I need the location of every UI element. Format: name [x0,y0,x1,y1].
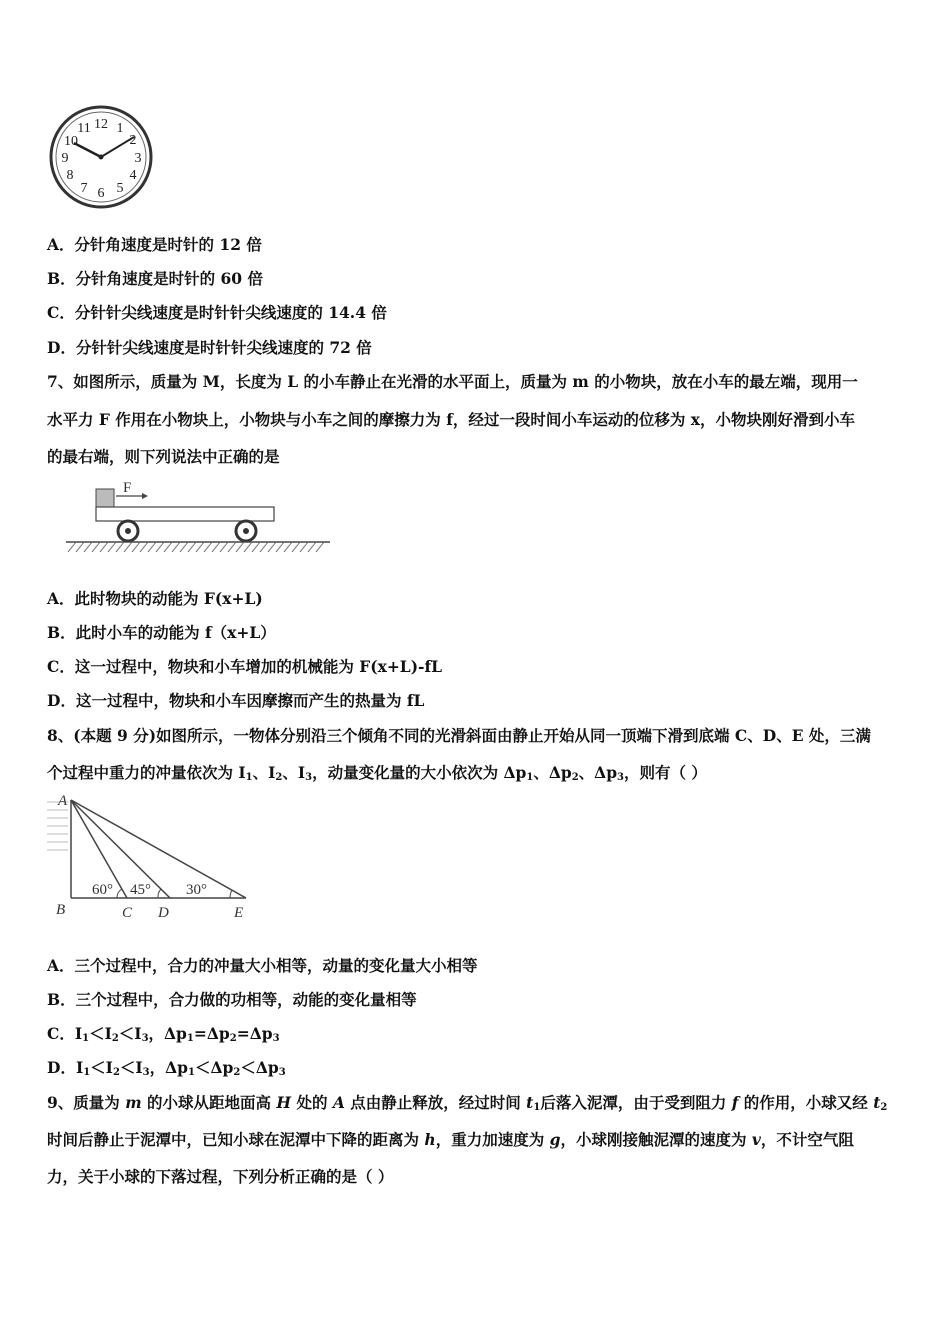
clock-num-10: 10 [64,134,78,149]
point-e-label: E [234,905,244,921]
q6-option-c: C．分针针尖线速度是时针针尖线速度的 14.4 倍 [47,303,387,322]
angle-30-label: 30° [186,882,207,898]
q7-option-d: D．这一过程中，物块和小车因摩擦而产生的热量为 fL [47,691,425,710]
q9-stem-line-1: 9、质量为 m 的小球从距地面高 H 处的 A 点由静止释放，经过时间 $t_1$后落入泥潭，由于受到阻力 f 的作用，小球又经 $t_2$ [47,1093,888,1113]
q9-stem-line-3: 力，关于小球的下落过程，下列分析正确的是（ ） [47,1167,394,1186]
clock-num-5: 5 [116,181,124,196]
q8-stem-line-2: 个过程中重力的冲量依次为 $I_1$、$I_2$、$I_3$，动量变化量的大小依次为 $\Delta p_1$、$\Delta p_2$、$\Delta p_3$，则有（ ） [47,763,707,783]
block [96,489,114,507]
clock-num-9: 9 [61,151,69,166]
cart-figure [62,476,334,558]
clock-num-3: 3 [134,151,142,166]
incline-figure [44,790,259,925]
q8-option-c: C．$I_1<I_2<I_3$，$\Delta p_1=\Delta p_2=\Delta p_3$ [47,1024,280,1044]
clock-num-8: 8 [66,168,74,183]
q6-option-d: D．分针针尖线速度是时针针尖线速度的 72 倍 [47,338,372,357]
clock-num-2: 2 [129,133,137,148]
clock-num-11: 11 [77,121,91,136]
clock-figure [44,105,159,210]
q6-option-a: A．分针角速度是时针的 12 倍 [47,235,262,254]
angle-45-label: 45° [130,882,151,898]
q7-stem-line-1: 7、如图所示，质量为 M，长度为 L 的小车静止在光滑的水平面上，质量为 m 的小物块，放在小车的最左端，现用一 [47,372,858,391]
cart-wheel-left [118,521,138,541]
q8-option-b: B．三个过程中，合力做的功相等，动能的变化量相等 [47,990,417,1009]
force-label: F [123,480,132,496]
q7-option-a: A．此时物块的动能为 F(x+L) [47,589,263,608]
q8-stem-line-1: 8、(本题 9 分)如图所示，一物体分别沿三个倾角不同的光滑斜面由静止开始从同一顶端下滑到底端 C、D、E 处，三满 [47,726,871,745]
clock-num-7: 7 [80,181,88,196]
point-b-label: B [56,902,66,918]
q9-stem-line-2: 时间后静止于泥潭中，已知小球在泥潭中下降的距离为 h，重力加速度为 g，小球刚接触泥潭的速度为 v，不计空气阻 [47,1130,854,1149]
q7-option-c: C．这一过程中，物块和小车增加的机械能为 F(x+L)-fL [47,657,443,676]
clock-num-6: 6 [97,186,105,201]
cart-wheel-right [236,521,256,541]
q7-option-b: B．此时小车的动能为 f（x+L） [47,623,276,642]
incline-ad [71,800,170,898]
clock-num-4: 4 [129,168,137,183]
cart-board [96,507,274,521]
clock-num-12: 12 [94,117,108,132]
q8-option-a: A．三个过程中，合力的冲量大小相等，动量的变化量大小相等 [47,956,478,975]
point-a-label: A [58,793,68,809]
q8-option-d: D．$I_1<I_2<I_3$，$\Delta p_1<\Delta p_2<\Delta p_3$ [47,1058,286,1078]
q7-stem-line-3: 的最右端，则下列说法中正确的是 [47,447,280,466]
clock-num-1: 1 [116,121,124,136]
angle-60-label: 60° [92,882,113,898]
q6-option-b: B．分针角速度是时针的 60 倍 [47,269,263,288]
point-c-label: C [122,905,133,921]
q7-stem-line-2: 水平力 F 作用在小物块上，小物块与小车之间的摩擦力为 f，经过一段时间小车运动的位移为 x，小物块刚好滑到小车 [47,410,856,429]
point-d-label: D [158,905,169,921]
